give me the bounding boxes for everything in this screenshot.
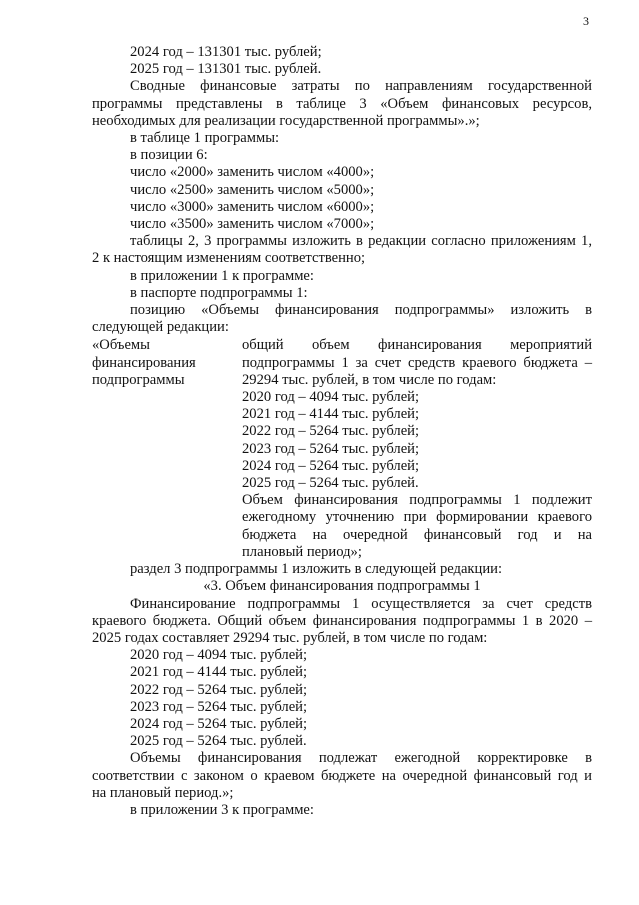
- text-line: в позиции 6:: [130, 147, 208, 164]
- text-line: Объемы финансирования подлежат ежегодной корректировке в: [130, 750, 592, 767]
- text-line: 2025 годах составляет 29294 тыс. рублей, в том числе по годам:: [92, 629, 488, 646]
- table-right-line: общий объем финансирования мероприятий: [242, 337, 592, 354]
- text-line: соответствии с законом о краевом бюджете на очередной финансовый год и: [92, 767, 592, 784]
- text-line: 2025 год – 5264 тыс. рублей.: [130, 733, 307, 750]
- table-right-column: [242, 337, 592, 561]
- text-line: число «3500» заменить числом «7000»;: [130, 216, 375, 233]
- text-after-table: [92, 561, 592, 819]
- table-left-line: финансирования: [92, 354, 196, 371]
- table-right-line: плановый период»;: [242, 543, 362, 560]
- table-left-line: подпрограммы: [92, 371, 185, 388]
- text-line: краевого бюджета. Общий объем финансирования подпрограммы 1 в 2020 –: [92, 612, 592, 629]
- table-right-line: бюджета на очередной финансовый год и на: [242, 526, 592, 543]
- document-body: [92, 44, 592, 819]
- text-line: Сводные финансовые затраты по направлениям государственной: [130, 78, 592, 95]
- text-line: 2022 год – 5264 тыс. рублей;: [130, 681, 308, 698]
- text-line: следующей редакции:: [92, 319, 229, 336]
- text-line: 2024 год – 5264 тыс. рублей;: [130, 715, 308, 732]
- table-left-line: «Объемы: [92, 337, 150, 354]
- text-line: позицию «Объемы финансирования подпрограммы» изложить в: [130, 302, 592, 319]
- table-right-line: 29294 тыс. рублей, в том числе по годам:: [242, 371, 497, 388]
- text-before-table: [92, 44, 592, 336]
- text-line: таблицы 2, 3 программы изложить в редакции согласно приложениям 1,: [130, 233, 592, 250]
- table-right-line: 2024 год – 5264 тыс. рублей;: [242, 457, 420, 474]
- text-line: на плановый период.»;: [92, 784, 234, 801]
- table-right-line: 2021 год – 4144 тыс. рублей;: [242, 406, 420, 423]
- text-line: в таблице 1 программы:: [130, 130, 280, 147]
- text-line: необходимых для реализации государственной программы».»;: [92, 112, 480, 129]
- table-right-line: 2023 год – 5264 тыс. рублей;: [242, 440, 420, 457]
- text-line: «3. Объем финансирования подпрограммы 1: [203, 578, 481, 595]
- text-line: число «3000» заменить числом «6000»;: [130, 198, 375, 215]
- text-line: раздел 3 подпрограммы 1 изложить в следующей редакции:: [130, 561, 503, 578]
- table-right-line: 2025 год – 5264 тыс. рублей.: [242, 475, 419, 492]
- text-line: в приложении 3 к программе:: [130, 801, 314, 818]
- text-line: программы представлены в таблице 3 «Объем финансовых ресурсов,: [92, 95, 592, 112]
- table-right-line: подпрограммы 1 за счет средств краевого бюджета –: [242, 354, 592, 371]
- table-right-line: 2020 год – 4094 тыс. рублей;: [242, 389, 420, 406]
- page-number: 3: [583, 14, 589, 28]
- text-line: в паспорте подпрограммы 1:: [130, 284, 308, 301]
- text-line: 2025 год – 131301 тыс. рублей.: [130, 61, 322, 78]
- table-right-line: 2022 год – 5264 тыс. рублей;: [242, 423, 420, 440]
- text-line: 2 к настоящим изменениям соответственно;: [92, 250, 366, 267]
- text-line: число «2500» заменить числом «5000»;: [130, 181, 375, 198]
- text-line: Финансирование подпрограммы 1 осуществляется за счет средств: [130, 595, 592, 612]
- text-line: 2023 год – 5264 тыс. рублей;: [130, 698, 308, 715]
- table-right-line: Объем финансирования подпрограммы 1 подлежит: [242, 492, 592, 509]
- text-line: 2020 год – 4094 тыс. рублей;: [130, 647, 308, 664]
- subprogram-passport-table: [92, 337, 592, 561]
- table-right-line: ежегодному уточнению при формировании краевого: [242, 509, 592, 526]
- table-left-column: [92, 337, 242, 561]
- text-line: 2024 год – 131301 тыс. рублей;: [130, 44, 322, 60]
- text-line: в приложении 1 к программе:: [130, 267, 314, 284]
- text-line: число «2000» заменить числом «4000»;: [130, 164, 375, 181]
- text-line: 2021 год – 4144 тыс. рублей;: [130, 664, 308, 681]
